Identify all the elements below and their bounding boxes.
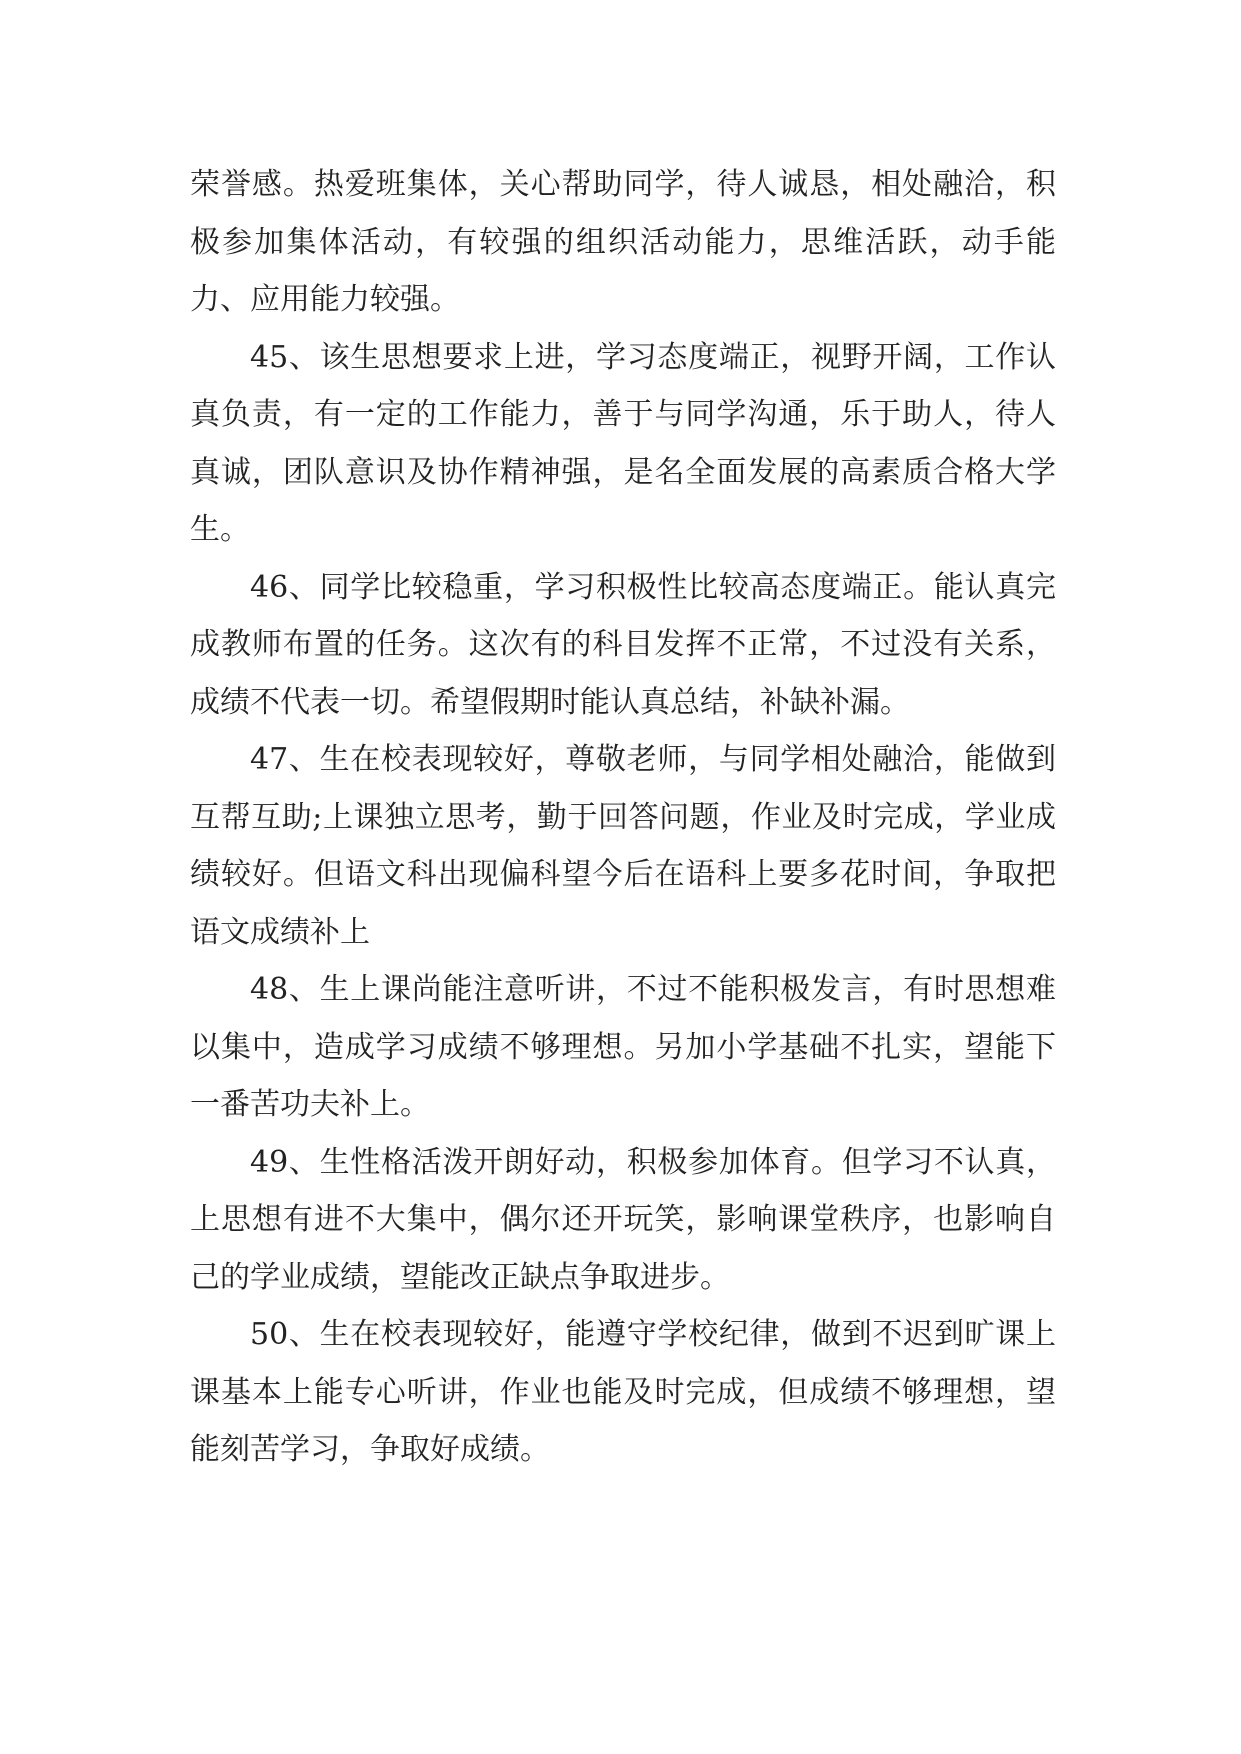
paragraph-continuation: 荣誉感。热爱班集体，关心帮助同学，待人诚恳，相处融洽，积极参加集体活动，有较强的组织活动能力，思维活跃，动手能力、应用能力较强。	[190, 167, 1056, 317]
paragraph-48: 48、生上课尚能注意听讲，不过不能积极发言，有时思想难以集中，造成学习成绩不够理想。另加小学基础不扎实，望能下一番苦功夫补上。	[190, 972, 1056, 1122]
document-page	[190, 156, 1056, 1479]
paragraph-50: 50、生在校表现较好，能遵守学校纪律，做到不迟到旷课上课基本上能专心听讲，作业也能及时完成，但成绩不够理想，望能刻苦学习，争取好成绩。	[190, 1317, 1056, 1467]
paragraph-46: 46、同学比较稳重，学习积极性比较高态度端正。能认真完成教师布置的任务。这次有的科目发挥不正常，不过没有关系，成绩不代表一切。希望假期时能认真总结，补缺补漏。	[190, 569, 1056, 720]
paragraph-49: 49、生性格活泼开朗好动，积极参加体育。但学习不认真，上思想有进不大集中，偶尔还开玩笑，影响课堂秩序，也影响自己的学业成绩，望能改正缺点争取进步。	[190, 1144, 1056, 1295]
paragraph-47: 47、生在校表现较好，尊敬老师，与同学相处融洽，能做到互帮互助;上课独立思考，勤于回答问题，作业及时完成，学业成绩较好。但语文科出现偏科望今后在语科上要多花时间，争取把语文成绩补上	[190, 742, 1056, 950]
paragraph-45: 45、该生思想要求上进，学习态度端正，视野开阔，工作认真负责，有一定的工作能力，善于与同学沟通，乐于助人，待人真诚，团队意识及协作精神强，是名全面发展的高素质合格大学生。	[190, 339, 1056, 547]
